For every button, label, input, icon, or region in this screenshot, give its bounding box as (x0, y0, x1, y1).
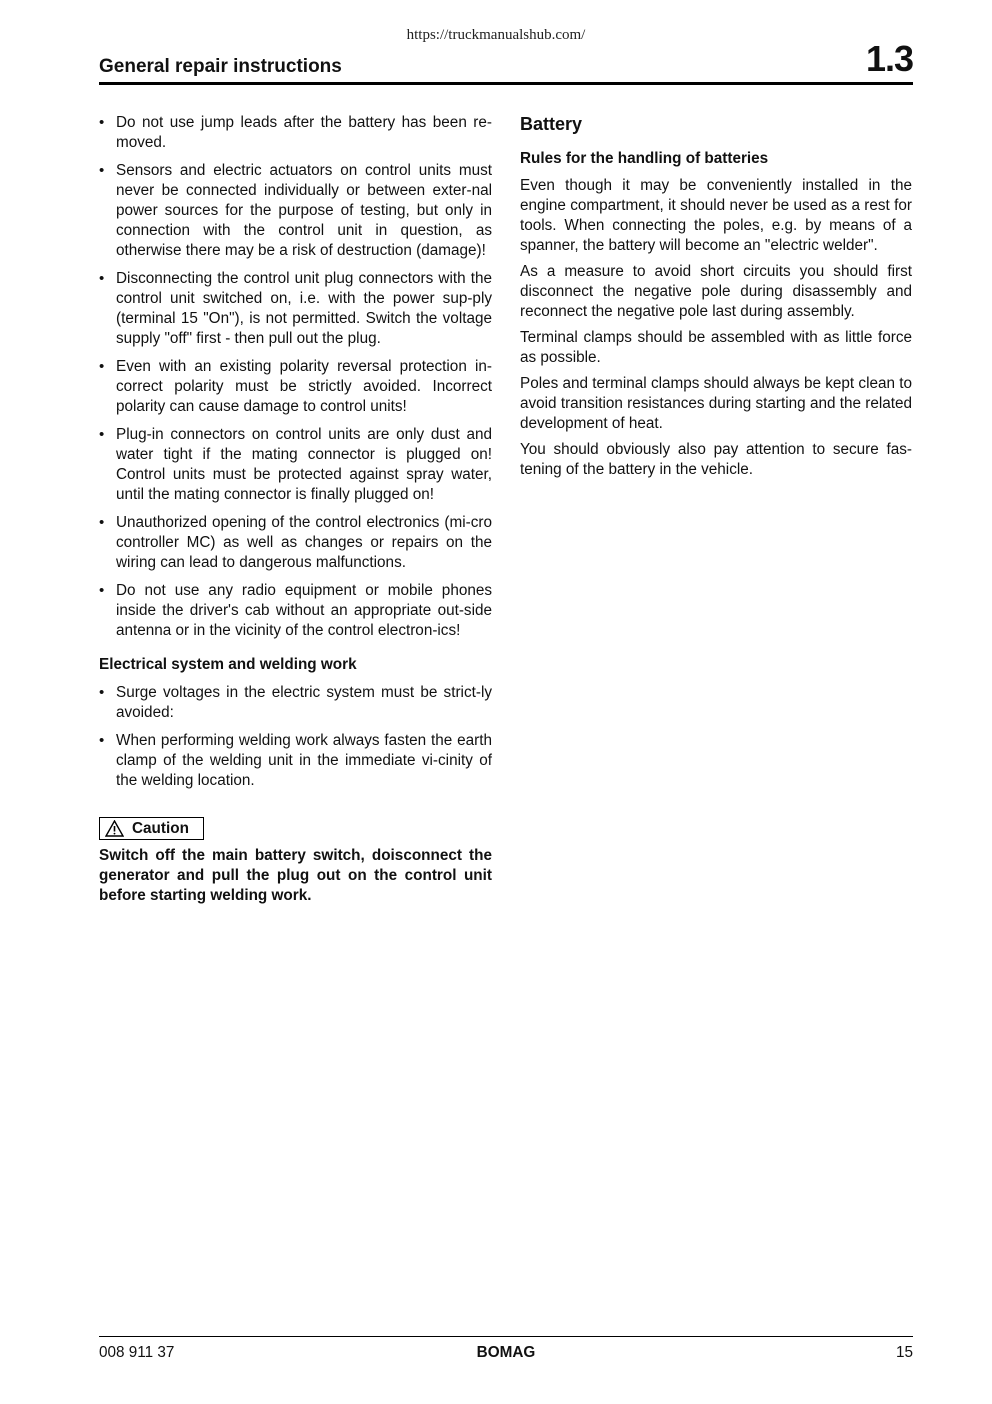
right-column (520, 113, 912, 486)
battery-heading: Battery (520, 114, 583, 134)
page-footer (99, 1336, 913, 1361)
bullet-icon: • (99, 162, 105, 179)
page-number: 15 (895, 1344, 913, 1361)
warning-triangle-icon (105, 820, 124, 837)
list-item: • Even with an existing polarity reversal protection in-correct polarity must be strictly avoided. Incorrect polarity can cause damage to control units! (99, 358, 492, 415)
welding-heading: Electrical system and welding work (99, 656, 357, 673)
welding-bullet-list (99, 683, 492, 791)
bullet-icon: • (99, 514, 105, 531)
battery-paragraph: Even though it may be conveniently installed in the engine compartment, it should never be used as a rest for tools. When connecting the poles, e.g. by means of a spanner, the battery will become an "electric welder". (520, 177, 912, 254)
caution-text: Switch off the main battery switch, doisconnect the generator and pull the plug out on the control unit before starting welding work. (99, 847, 492, 904)
list-item: • Surge voltages in the electric system must be strict-ly avoided: (99, 684, 492, 721)
list-item: • When performing welding work always fasten the earth clamp of the welding unit in the immediate vi-cinity of the welding location. (99, 732, 492, 789)
bullet-icon: • (99, 426, 105, 443)
doc-number: 008 911 37 (99, 1344, 175, 1361)
repair-bullet-list (99, 113, 492, 641)
bullet-icon: • (99, 358, 105, 375)
caution-block (99, 817, 492, 906)
page-title: General repair instructions (99, 56, 342, 77)
source-url[interactable]: https://truckmanualshub.com/ (406, 27, 586, 43)
list-item: • Do not use any radio equipment or mobile phones inside the driver's cab without an appropriate out-side antenna or in the vicinity of the control electron-ics! (99, 582, 492, 639)
battery-paragraph: Terminal clamps should be assembled with as little force as possible. (520, 329, 912, 366)
list-item: • Sensors and electric actuators on control units must never be connected individually or between exter-nal power sources for the purpose of testing, but only in connection with the control unit in question, as otherwise there may be a risk of destruction (damage)! (99, 162, 492, 259)
battery-subheading: Rules for the handling of batteries (520, 150, 769, 167)
bullet-icon: • (99, 114, 105, 131)
bullet-icon: • (99, 270, 105, 287)
list-item: • Disconnecting the control unit plug connectors with the control unit switched on, i.e. with the power sup-ply (terminal 15 "On"), is not permitted. Switch the voltage supply "off" first - then pull out the plug. (99, 270, 492, 347)
left-column (99, 113, 492, 906)
section-number: 1.3 (865, 38, 913, 79)
bullet-icon: • (99, 684, 105, 701)
battery-paragraph: You should obviously also pay attention to secure fas-tening of the battery in the vehicle. (520, 441, 912, 478)
page-header (99, 40, 913, 85)
caution-badge (99, 817, 204, 840)
battery-paragraph: Poles and terminal clamps should always be kept clean to avoid transition resistances during starting and the related development of heat. (520, 375, 912, 432)
brand-name: BOMAG (476, 1344, 536, 1361)
list-item: • Unauthorized opening of the control electronics (mi-cro controller MC) as well as changes or repairs on the wiring can lead to dangerous malfunctions. (99, 514, 492, 571)
bullet-icon: • (99, 732, 105, 749)
caution-label: Caution (132, 819, 189, 837)
bullet-icon: • (99, 582, 105, 599)
battery-paragraph: As a measure to avoid short circuits you should first disconnect the negative pole during disassembly and reconnect the negative pole last during assembly. (520, 263, 912, 320)
list-item: • Do not use jump leads after the battery has been re-moved. (99, 114, 492, 151)
list-item: • Plug-in connectors on control units are only dust and water tight if the mating connector is plugged on! Control units must be protected against spray water, until the mating connector is finally plugged on! (99, 426, 492, 503)
